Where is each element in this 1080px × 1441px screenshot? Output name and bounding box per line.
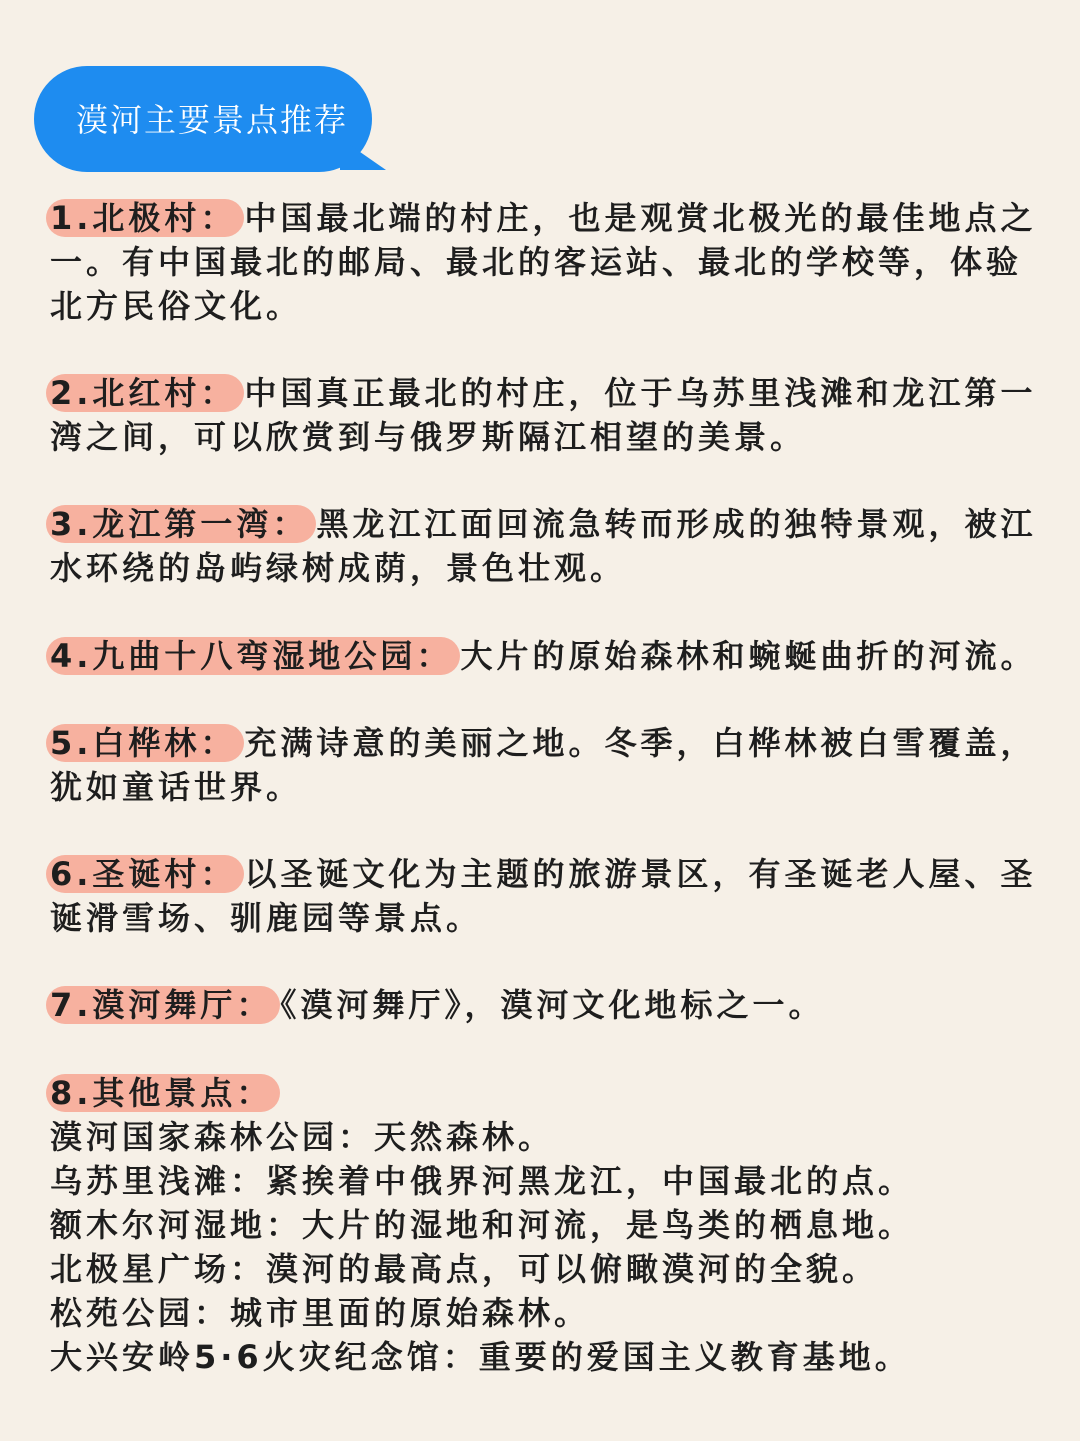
attraction-item-1	[50, 196, 1040, 328]
attraction-label: 7.漠河舞厅：	[46, 986, 280, 1024]
other-attraction-line: 松苑公园：城市里面的原始森林。	[50, 1294, 591, 1332]
other-attraction-line: 北极星广场：漠河的最高点，可以俯瞰漠河的全貌。	[50, 1250, 879, 1288]
title-bubble-tail	[340, 138, 386, 170]
attraction-label: 2.北红村：	[46, 374, 244, 412]
attraction-item-6	[50, 852, 1040, 940]
attraction-label: 6.圣诞村：	[46, 855, 244, 893]
attraction-description: 大片的原始森林和蜿蜒曲折的河流。	[460, 637, 1037, 675]
attraction-description: 黑龙江江面回流急转而形成的独特景观，被江水环绕的岛屿绿树成荫，景色壮观。	[50, 505, 1037, 587]
attraction-label: 4.九曲十八弯湿地公园：	[46, 637, 460, 675]
other-attractions	[50, 1071, 1040, 1379]
attraction-label: 5.白桦林：	[46, 724, 244, 762]
attraction-description: 《漠河舞厅》，漠河文化地标之一。	[280, 986, 825, 1024]
attraction-label: 3.龙江第一湾：	[46, 505, 316, 543]
other-attraction-line: 漠河国家森林公园：天然森林。	[50, 1118, 555, 1156]
attraction-item-3	[50, 502, 1040, 590]
attraction-description: 充满诗意的美丽之地。冬季，白桦林被白雪覆盖，犹如童话世界。	[50, 724, 1037, 806]
attraction-item-2	[50, 371, 1040, 459]
attraction-description: 以圣诞文化为主题的旅游景区，有圣诞老人屋、圣诞滑雪场、驯鹿园等景点。	[50, 855, 1037, 937]
attraction-item-4	[50, 634, 1040, 678]
other-attraction-line: 大兴安岭5·6火灾纪念馆：重要的爱国主义教育基地。	[50, 1338, 911, 1376]
attraction-description: 中国最北端的村庄，也是观赏北极光的最佳地点之一。有中国最北的邮局、最北的客运站、最北的学校等，体验北方民俗文化。	[50, 199, 1037, 325]
other-attractions-label: 8.其他景点：	[46, 1074, 280, 1112]
attraction-description: 中国真正最北的村庄，位于乌苏里浅滩和龙江第一湾之间，可以欣赏到与俄罗斯隔江相望的美景。	[50, 374, 1037, 456]
attraction-item-5	[50, 721, 1040, 809]
attraction-item-7	[50, 983, 1040, 1027]
other-attraction-line: 额木尔河湿地：大片的湿地和河流，是鸟类的栖息地。	[50, 1206, 915, 1244]
attraction-label: 1.北极村：	[46, 199, 244, 237]
page-title: 漠河主要景点推荐	[76, 101, 349, 139]
other-attraction-line: 乌苏里浅滩：紧挨着中俄界河黑龙江，中国最北的点。	[50, 1162, 915, 1200]
